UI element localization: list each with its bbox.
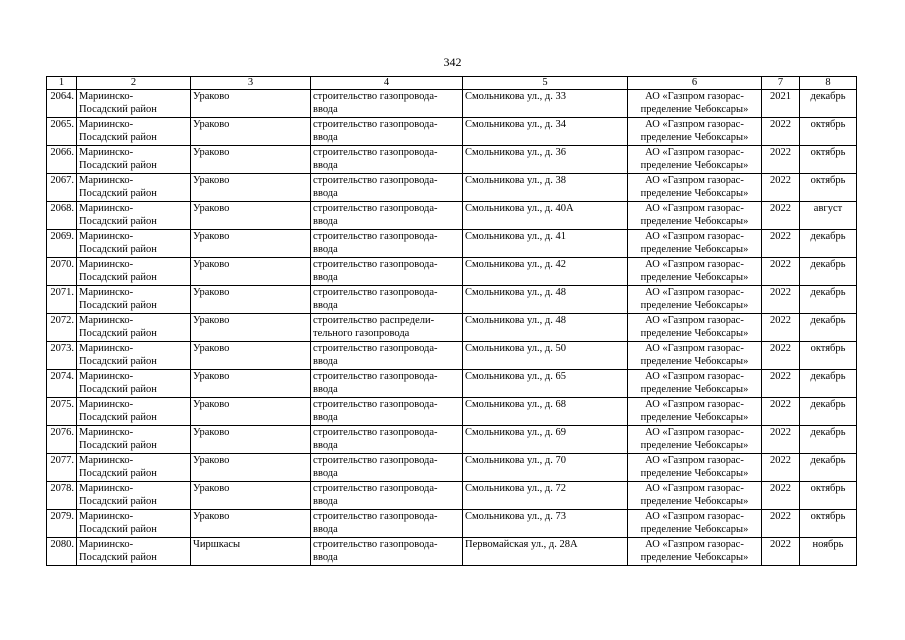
table-row [47,482,857,510]
district-cell: Мариинско- Посадский район [77,538,191,566]
month-cell: декабрь [800,454,857,482]
district-cell: Мариинско- Посадский район [77,398,191,426]
table-row [47,426,857,454]
work-type-cell: строительство газопровода- ввода [311,482,463,510]
locality-cell: Ураково [191,314,311,342]
table-row [47,146,857,174]
locality-cell: Ураково [191,230,311,258]
work-type-cell: строительство газопровода- ввода [311,510,463,538]
district-cell: Мариинско- Посадский район [77,454,191,482]
column-header: 7 [762,77,800,90]
district-cell: Мариинско- Посадский район [77,174,191,202]
address-cell: Смольникова ул., д. 48 [463,286,628,314]
table-row [47,230,857,258]
table-row [47,398,857,426]
year-cell: 2022 [762,286,800,314]
locality-cell: Ураково [191,510,311,538]
table-row [47,90,857,118]
work-type-cell: строительство газопровода- ввода [311,202,463,230]
address-cell: Смольникова ул., д. 36 [463,146,628,174]
year-cell: 2022 [762,454,800,482]
work-type-cell: строительство газопровода- ввода [311,398,463,426]
year-cell: 2022 [762,482,800,510]
work-type-cell: строительство газопровода- ввода [311,454,463,482]
address-cell: Смольникова ул., д. 48 [463,314,628,342]
row-number: 2073. [47,342,77,370]
organization-cell: АО «Газпром газорас- пределение Чебоксары» [628,510,762,538]
registry-table [46,76,857,566]
organization-cell: АО «Газпром газорас- пределение Чебоксары» [628,174,762,202]
year-cell: 2022 [762,342,800,370]
year-cell: 2022 [762,398,800,426]
month-cell: октябрь [800,510,857,538]
organization-cell: АО «Газпром газорас- пределение Чебоксары» [628,398,762,426]
month-cell: декабрь [800,398,857,426]
row-number: 2070. [47,258,77,286]
row-number: 2069. [47,230,77,258]
locality-cell: Ураково [191,426,311,454]
district-cell: Мариинско- Посадский район [77,286,191,314]
page-number: 342 [443,55,462,69]
address-cell: Смольникова ул., д. 65 [463,370,628,398]
year-cell: 2022 [762,426,800,454]
organization-cell: АО «Газпром газорас- пределение Чебоксары» [628,454,762,482]
column-header: 1 [47,77,77,90]
year-cell: 2022 [762,510,800,538]
district-cell: Мариинско- Посадский район [77,90,191,118]
address-cell: Смольникова ул., д. 40А [463,202,628,230]
row-number: 2080. [47,538,77,566]
locality-cell: Чиршкасы [191,538,311,566]
district-cell: Мариинско- Посадский район [77,314,191,342]
header-row [47,77,857,90]
organization-cell: АО «Газпром газорас- пределение Чебоксары» [628,370,762,398]
district-cell: Мариинско- Посадский район [77,510,191,538]
organization-cell: АО «Газпром газорас- пределение Чебоксары» [628,90,762,118]
month-cell: декабрь [800,370,857,398]
address-cell: Смольникова ул., д. 72 [463,482,628,510]
address-cell: Смольникова ул., д. 70 [463,454,628,482]
address-cell: Смольникова ул., д. 33 [463,90,628,118]
table-row [47,202,857,230]
year-cell: 2022 [762,258,800,286]
address-cell: Смольникова ул., д. 34 [463,118,628,146]
row-number: 2065. [47,118,77,146]
row-number: 2079. [47,510,77,538]
locality-cell: Ураково [191,370,311,398]
table-row [47,174,857,202]
row-number: 2064. [47,90,77,118]
work-type-cell: строительство газопровода- ввода [311,426,463,454]
organization-cell: АО «Газпром газорас- пределение Чебоксары» [628,286,762,314]
district-cell: Мариинско- Посадский район [77,202,191,230]
work-type-cell: строительство газопровода- ввода [311,258,463,286]
locality-cell: Ураково [191,398,311,426]
column-header: 2 [77,77,191,90]
organization-cell: АО «Газпром газорас- пределение Чебоксары» [628,202,762,230]
table-row [47,118,857,146]
district-cell: Мариинско- Посадский район [77,230,191,258]
month-cell: декабрь [800,426,857,454]
work-type-cell: строительство газопровода- ввода [311,538,463,566]
work-type-cell: строительство газопровода- ввода [311,90,463,118]
address-cell: Смольникова ул., д. 42 [463,258,628,286]
month-cell: август [800,202,857,230]
row-number: 2066. [47,146,77,174]
year-cell: 2022 [762,314,800,342]
district-cell: Мариинско- Посадский район [77,426,191,454]
organization-cell: АО «Газпром газорас- пределение Чебоксары» [628,118,762,146]
locality-cell: Ураково [191,482,311,510]
table-row [47,258,857,286]
organization-cell: АО «Газпром газорас- пределение Чебоксары» [628,314,762,342]
month-cell: октябрь [800,146,857,174]
address-cell: Смольникова ул., д. 50 [463,342,628,370]
table-row [47,286,857,314]
work-type-cell: строительство газопровода- ввода [311,174,463,202]
address-cell: Смольникова ул., д. 41 [463,230,628,258]
locality-cell: Ураково [191,454,311,482]
district-cell: Мариинско- Посадский район [77,118,191,146]
column-header: 6 [628,77,762,90]
row-number: 2075. [47,398,77,426]
table-row [47,370,857,398]
organization-cell: АО «Газпром газорас- пределение Чебоксары» [628,230,762,258]
locality-cell: Ураково [191,90,311,118]
district-cell: Мариинско- Посадский район [77,258,191,286]
table-row [47,314,857,342]
table-row [47,538,857,566]
row-number: 2071. [47,286,77,314]
row-number: 2068. [47,202,77,230]
year-cell: 2022 [762,538,800,566]
month-cell: декабрь [800,286,857,314]
row-number: 2072. [47,314,77,342]
address-cell: Смольникова ул., д. 73 [463,510,628,538]
year-cell: 2022 [762,146,800,174]
month-cell: декабрь [800,90,857,118]
month-cell: октябрь [800,118,857,146]
locality-cell: Ураково [191,258,311,286]
address-cell: Смольникова ул., д. 38 [463,174,628,202]
locality-cell: Ураково [191,286,311,314]
locality-cell: Ураково [191,118,311,146]
address-cell: Первомайская ул., д. 28А [463,538,628,566]
district-cell: Мариинско- Посадский район [77,342,191,370]
year-cell: 2022 [762,230,800,258]
column-header: 3 [191,77,311,90]
work-type-cell: строительство газопровода- ввода [311,118,463,146]
row-number: 2074. [47,370,77,398]
district-cell: Мариинско- Посадский район [77,146,191,174]
year-cell: 2022 [762,202,800,230]
row-number: 2077. [47,454,77,482]
work-type-cell: строительство распредели- тельного газопровода [311,314,463,342]
month-cell: октябрь [800,174,857,202]
column-header: 5 [463,77,628,90]
month-cell: октябрь [800,482,857,510]
locality-cell: Ураково [191,202,311,230]
column-header: 4 [311,77,463,90]
address-cell: Смольникова ул., д. 69 [463,426,628,454]
month-cell: декабрь [800,258,857,286]
month-cell: декабрь [800,314,857,342]
work-type-cell: строительство газопровода- ввода [311,230,463,258]
organization-cell: АО «Газпром газорас- пределение Чебоксары» [628,482,762,510]
locality-cell: Ураково [191,342,311,370]
locality-cell: Ураково [191,146,311,174]
table-row [47,342,857,370]
district-cell: Мариинско- Посадский район [77,370,191,398]
table-body [47,90,857,566]
organization-cell: АО «Газпром газорас- пределение Чебоксары» [628,258,762,286]
month-cell: октябрь [800,342,857,370]
organization-cell: АО «Газпром газорас- пределение Чебоксары» [628,342,762,370]
work-type-cell: строительство газопровода- ввода [311,146,463,174]
organization-cell: АО «Газпром газорас- пределение Чебоксары» [628,538,762,566]
year-cell: 2021 [762,90,800,118]
work-type-cell: строительство газопровода- ввода [311,286,463,314]
organization-cell: АО «Газпром газорас- пределение Чебоксары» [628,146,762,174]
address-cell: Смольникова ул., д. 68 [463,398,628,426]
work-type-cell: строительство газопровода- ввода [311,342,463,370]
table-row [47,510,857,538]
month-cell: ноябрь [800,538,857,566]
organization-cell: АО «Газпром газорас- пределение Чебоксары» [628,426,762,454]
year-cell: 2022 [762,370,800,398]
row-number: 2076. [47,426,77,454]
table-row [47,454,857,482]
year-cell: 2022 [762,174,800,202]
district-cell: Мариинско- Посадский район [77,482,191,510]
year-cell: 2022 [762,118,800,146]
work-type-cell: строительство газопровода- ввода [311,370,463,398]
row-number: 2078. [47,482,77,510]
locality-cell: Ураково [191,174,311,202]
row-number: 2067. [47,174,77,202]
month-cell: декабрь [800,230,857,258]
column-header: 8 [800,77,857,90]
